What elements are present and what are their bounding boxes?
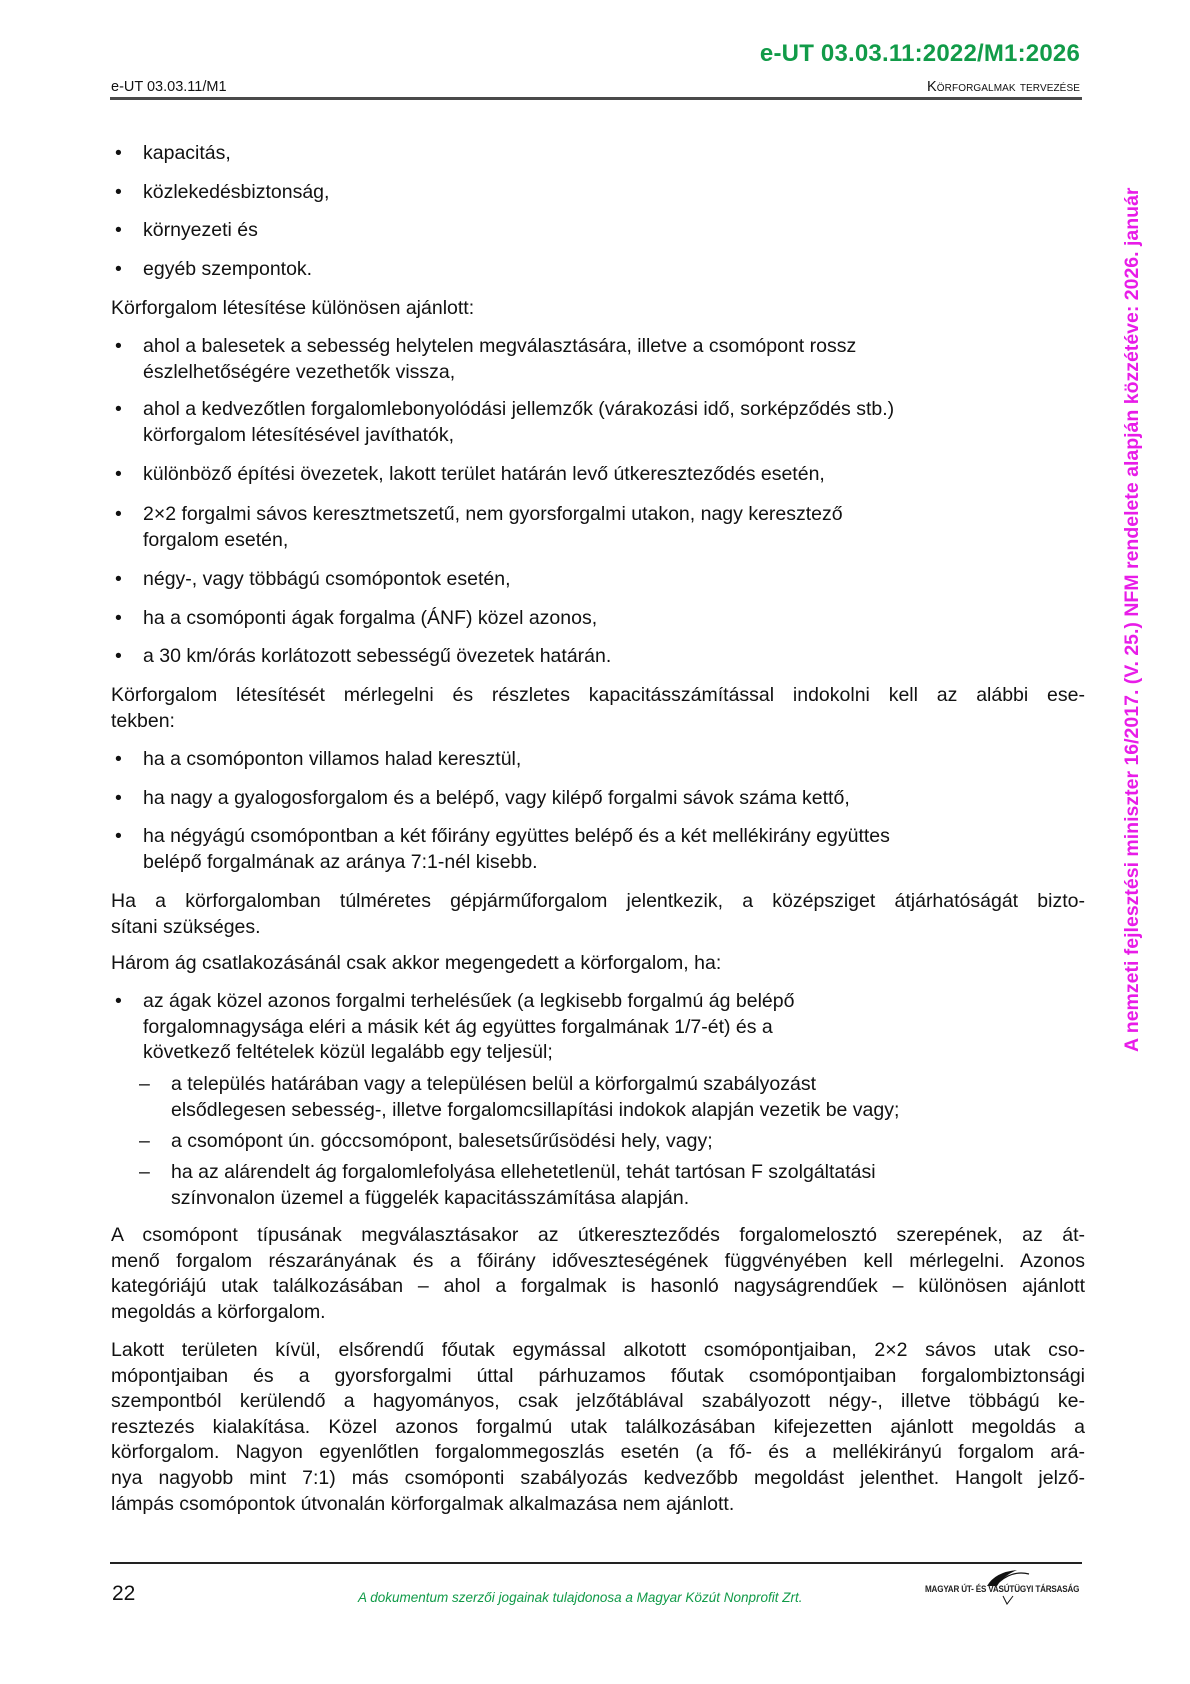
list-item: • ha nagy a gyalogosforgalom és a belépő, vagy kilépő forgalmi sávok száma kettő, xyxy=(111,786,1085,812)
list-item: • kapacitás, xyxy=(111,141,1085,167)
list-item: • ha a csomóponton villamos halad keresztül, xyxy=(111,747,1085,773)
page-number: 22 xyxy=(112,1582,136,1605)
list-item: • a 30 km/órás korlátozott sebességű övezetek határán. xyxy=(111,644,1085,670)
list-item: • az ágak közel azonos forgalmi terhelésűek (a legkisebb forgalmú ág belépő forgalomnagysága eléri a másik két ág együttes forgalmának 1/7-ét) és a következő feltételek közül legalább egy teljesül; xyxy=(115,990,795,1064)
header-left-code: e-UT 03.03.11/M1 xyxy=(111,79,227,95)
bullet-icon: • xyxy=(115,787,122,809)
bullet-icon: • xyxy=(115,463,122,485)
bullet-icon: • xyxy=(115,142,122,164)
bullet-icon: • xyxy=(115,825,122,847)
document-code-title: e-UT 03.03.11:2022/M1:2026 xyxy=(759,40,1080,67)
dash-icon: – xyxy=(139,1161,150,1183)
bullet-icon: • xyxy=(115,503,122,525)
bullet-icon: • xyxy=(115,258,122,280)
oversize-paragraph: Ha a körforgalomban túlméretes gépjárműforgalom jelentkezik, a középsziget átjárhatóságát bizto- sítani szükséges. xyxy=(111,890,1085,938)
society-logo: MAGYAR ÚT- ÉS VASÚTÜGYI TÁRSASÁG xyxy=(925,1568,1090,1608)
list-item: • különböző építési övezetek, lakott terület határán levő útkereszteződés esetén, xyxy=(111,462,1085,488)
outside-settlement-paragraph: Lakott területen kívül, elsőrendű főutak egymással alkotott csomópontjaiban, 2×2 sávos utak cso- mópontjaiban és a gyorsforgalmi úttal párhuzamos főutak csomópontjaiban forgalombiztonsági szempontból kerülendő a hagyományos, csak jelzőtáblával szabályozott négy-, illetve többágú ke- resztezés kialakítása. Közel azonos forgalmú utak találkozásában kifejezetten ajánlott megoldás a körforgalom. Nagyon egyenlőtlen forgalommegoszlás esetén (a fő- és a mellékirányú forgalom ará- nya nagyobb mint 7:1) más csomóponti szabályozás kedvezőbb megoldást jelenthet. Hangolt jelző- lámpás csomópontok útvonalán körforgalmak alkalmazása nem ajánlott. xyxy=(111,1339,1085,1515)
list-item: • ha négyágú csomópontban a két főirány együttes belépő és a két mellékirány együttes belépő forgalmának az aránya 7:1-nél kisebb. xyxy=(115,825,890,873)
recommended-heading: Körforgalom létesítése különösen ajánlott: xyxy=(111,297,475,319)
bullet-icon: • xyxy=(115,398,122,420)
bullet-icon: • xyxy=(115,181,122,203)
list-item: • ahol a kedvezőtlen forgalomlebonyolódási jellemzők (várakozási idő, sorképződés stb.) körforgalom létesítésével javíthatók, xyxy=(115,398,895,446)
list-item: • 2×2 forgalmi sávos keresztmetszetű, nem gyorsforgalmi utakon, nagy keresztező forgalom esetén, xyxy=(115,503,843,551)
bullet-icon: • xyxy=(115,335,122,357)
dash-icon: – xyxy=(139,1130,150,1152)
dash-icon: – xyxy=(139,1073,150,1095)
bullet-icon: • xyxy=(115,748,122,770)
list-item: • négy-, vagy többágú csomópontok esetén, xyxy=(111,567,1085,593)
vertical-publication-note: A nemzeti fejlesztési miniszter 16/2017. (V. 25.) NFM rendelete alapján közzétéve: 2026. január xyxy=(1121,187,1143,1052)
sub-list-item: – a település határában vagy a településen belül a körforgalmú szabályozást elsődlegesen sebesség-, illetve forgalomcsillapítási indokok alapján vezetik be vagy; xyxy=(139,1073,900,1121)
footer-divider xyxy=(110,1562,1082,1564)
list-item: • egyéb szempontok. xyxy=(111,257,1085,283)
bullet-icon: • xyxy=(115,645,122,667)
weigh-heading: Körforgalom létesítését mérlegelni és részletes kapacitásszámítással indokolni kell az alábbi ese- tekben: xyxy=(111,684,1085,732)
bullet-icon: • xyxy=(115,990,122,1012)
sub-list-item: – ha az alárendelt ág forgalomlefolyása ellehetetlenül, tehát tartósan F szolgáltatási színvonalon üzemel a függelék kapacitásszámítása alapján. xyxy=(139,1161,876,1209)
list-item: • ha a csomóponti ágak forgalma (ÁNF) közel azonos, xyxy=(111,606,1085,632)
list-item: • környezeti és xyxy=(111,218,1085,244)
bullet-icon: • xyxy=(115,607,122,629)
header-divider xyxy=(110,97,1082,100)
copyright-notice: A dokumentum szerzői jogainak tulajdonosa a Magyar Közút Nonprofit Zrt. xyxy=(358,1590,803,1605)
junction-paragraph: A csomópont típusának megválasztásakor az útkereszteződés forgalomelosztó szerepének, az át- menő forgalom részarányának és a főirány időveszteségének függvényében kell mérlegelni. Azonos kategóriájú utak találkozásában – ahol a forgalmak is hasonló nagyságrendűek – különösen ajánlott megoldás a körforgalom. xyxy=(111,1224,1085,1323)
header-section-title: Körforgalmak tervezése xyxy=(927,79,1080,95)
bullet-icon: • xyxy=(115,568,122,590)
three-leg-heading: Három ág csatlakozásánál csak akkor megengedett a körforgalom, ha: xyxy=(111,952,722,974)
list-item: • ahol a balesetek a sebesség helytelen megválasztására, illetve a csomópont rossz észlelhetőségére vezethetők vissza, xyxy=(115,335,857,383)
bullet-icon: • xyxy=(115,219,122,241)
list-item: • közlekedésbiztonság, xyxy=(111,180,1085,206)
sub-list-item: – a csomópont ún. góccsomópont, balesetsűrűsödési hely, vagy; xyxy=(111,1129,1085,1155)
